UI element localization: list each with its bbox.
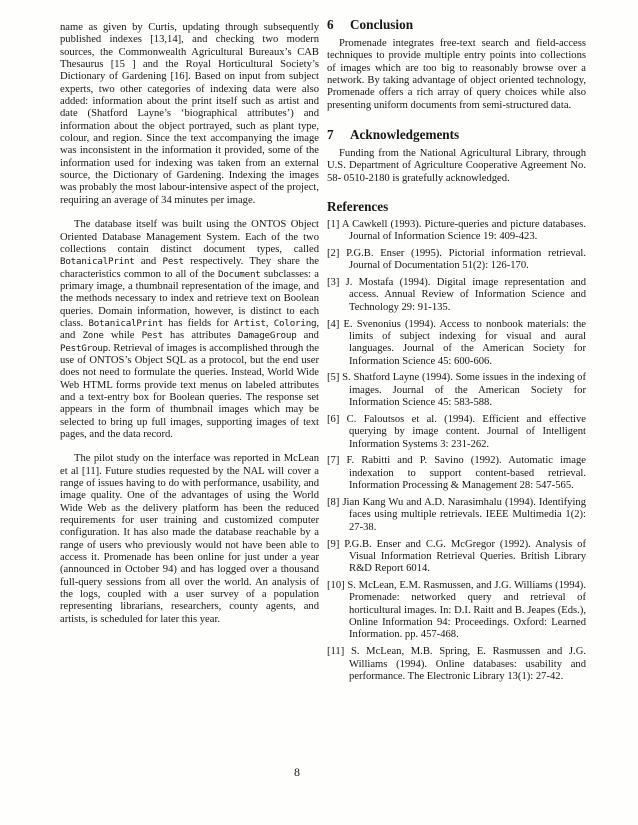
text-segment: subclasses: a primary image, a thumbnail representation of the image, and the methods necessary to index and retrieve text on Boolean queries. Domain information, however, is distinct to each class. (60, 268, 319, 329)
section-title: Acknowledgements (350, 127, 460, 143)
text-segment: has fields for (163, 317, 234, 329)
reference-label: [2] (327, 247, 340, 259)
reference-label: [1] (327, 218, 340, 230)
reference-label: [4] (327, 318, 340, 330)
paragraph-conclusion: Promenade integrates free-text search and field-access techniques to provide multiple entry points into collections of images which are too big to reasonably browse over a network. By taking advantage of object oriented technology, Promenade offers a rich array of query choices while also presenting uniform documents from semi-structured data. (327, 38, 586, 111)
text-segment: . Retrieval of images is accomplished through the use of ONTOS’s Object SQL as a protocol, but the end user does not need to formulate the queries. Instead, World Wide Web HTML forms provide text menus on labeled attributes and a text-entry box for Boolean queries. The response set appears in the form of thumbnail images which may be selected to bring up full images, supporting images of text pages, and the data record. (60, 342, 319, 440)
reference-label: [6] (327, 413, 340, 425)
reference-text: F. Rabitti and P. Savino (1992). Automatic image indexation to support content-based retrieval. Information Processing & Management 28: 547-565. (346, 455, 586, 492)
text-segment: respectively. They share the characteristics common to all of the (60, 256, 319, 280)
reference-item-10 (327, 580, 586, 642)
inline-code-pest: Pest (141, 330, 163, 342)
section-heading-conclusion (327, 17, 586, 32)
reference-text: P.G.B. Enser (1995). Pictorial information retrieval. Journal of Documentation 51(2): 126-170. (346, 247, 586, 272)
reference-label: [10] (327, 580, 345, 592)
reference-item-6 (327, 414, 586, 451)
text-segment: while (103, 330, 142, 342)
right-column (327, 17, 586, 683)
section-number: 6 (327, 17, 334, 32)
section-number: 7 (327, 127, 334, 143)
paragraph-database (60, 219, 319, 441)
section-title: Conclusion (350, 17, 414, 32)
reference-label: [5] (327, 372, 340, 384)
reference-label: [8] (327, 496, 340, 508)
reference-text: E. Svenonius (1994). Access to nonbook materials: the limits of subject indexing for visual and aural languages. Journal of the American Society for Information Science 45: 600-606. (343, 318, 586, 367)
text-segment: , (265, 317, 274, 329)
left-column (60, 22, 319, 626)
text-segment: and (134, 256, 163, 268)
text-segment: The database itself was built using the ONTOS Object Oriented Database Management System. Each of the two collections contain distinct document types, called (60, 219, 319, 255)
reference-text: Jian Kang Wu and A.D. Narasimhalu (1994). Identifying faces using multiple retrievals. IEEE Multimedia 1(2): 27-38. (342, 496, 586, 533)
inline-code-document: Document (217, 268, 261, 280)
paragraph-pilot-study: The pilot study on the interface was reported in McLean et al [11]. Future studies requested by the NAL will cover a range of issues having to do with performance, usability, and image quality. One of the advantages of using the World Wide Web as the delivery platform has been the reduced requirements for user training and customized computer configuration. It has also made the database reachable by a range of users who previously would not have been able to access it. Promenade has been online for just under a year (announced in October 94) and has logged over a thousand full-query sessions from all over the world. An analysis of the logs, coupled with a user survey of a population representing librarians, researchers, county agents, and artists, is scheduled for later this year. (60, 453, 319, 625)
reference-item-8 (327, 497, 586, 534)
reference-text: C. Faloutsos et al. (1994). Efficient and effective querying by image content. Journal of Intelligent Information Systems 3: 231-262. (346, 413, 586, 450)
inline-code-artist: Artist (233, 317, 266, 329)
references-heading: References (327, 199, 389, 215)
reference-item-5 (327, 372, 586, 409)
inline-code-coloring: Coloring (273, 317, 317, 329)
paragraph-indexing: name as given by Curtis, updating through subsequently published indexes [13,14], and checking two modern sources, the Commonwealth Agricultural Bureaux’s CAB Thesaurus [15 ] and the Royal Horticultural Society’s Dictionary of Gardening [16]. Based on input from subject experts, two other categories of indexing data were also added: information about the print itself such as artist and date (Shatford Layne’s ‘biographical attributes’) and information about the object portrayed, such as plant type, colour, and region. Since the text accompanying the image was inconsistent in the information it provided, some of the information used for indexing was taken from an external source, the Dictionary of Gardening. Indexing the images was probably the most labour-intensive aspect of the project, requiring an average of 34 minutes per image. (60, 22, 319, 206)
reference-item-4 (327, 319, 586, 368)
inline-code-zone: Zone (82, 330, 104, 342)
reference-text: A Cawkell (1993). Picture-queries and picture databases. Journal of Information Science 19: 409-423. (341, 218, 586, 242)
section-heading-acknowledgements (327, 127, 586, 142)
text-segment: , and (60, 317, 320, 342)
reference-item-2 (327, 248, 586, 273)
inline-code-botanicalprint: BotanicalPrint (88, 317, 164, 329)
reference-item-3 (327, 277, 586, 314)
page-number: 8 (294, 765, 300, 779)
reference-text: J. Mostafa (1994). Digital image representation and access. Annual Review of Information Science and Technology 29: 91-135. (345, 276, 587, 313)
text-segment: and (296, 330, 319, 342)
text-segment: has attributes (162, 330, 238, 342)
reference-label: [9] (327, 538, 340, 550)
reference-label: [11] (327, 646, 345, 658)
reference-label: [7] (327, 455, 340, 467)
reference-text: S. McLean, E.M. Rasmussen, and J.G. Williams (1994). Promenade: networked query and retrieval of horticultural images. In: D.I. Raitt and B. Jeapes (Eds.), Online Information 94: Proceedings. Oxford: Learned Information. pp. 457-468. (347, 580, 586, 641)
reference-item-9 (327, 539, 586, 576)
reference-item-1 (327, 219, 586, 244)
reference-text: S. McLean, M.B. Spring, E. Rasmussen and J.G. Williams (1994). Online databases: usability and performance. The Electronic Library 13(1): 27-42. (349, 646, 586, 682)
reference-label: [3] (327, 276, 340, 288)
paragraph-acknowledgements: Funding from the National Agricultural Library, through U.S. Department of Agriculture Cooperative Agreement No. 58- 0510-2180 is gratefully acknowledged. (327, 148, 586, 184)
inline-code-pest: Pest (162, 256, 184, 268)
reference-item-7 (327, 455, 586, 492)
reference-text: P.G.B. Enser and C.G. McGregor (1992). Analysis of Visual Information Retrieval Queries. British Library R&D Report 6014. (344, 538, 586, 575)
inline-code-pestgroup: PestGroup (60, 342, 108, 354)
inline-code-damagegroup: DamageGroup (237, 330, 297, 342)
inline-code-botanicalprint: BotanicalPrint (60, 256, 135, 268)
reference-text: S. Shatford Layne (1994). Some issues in the indexing of images. Journal of the American Society for Information Science 45: 583-588. (342, 372, 586, 409)
reference-item-11 (327, 646, 586, 683)
